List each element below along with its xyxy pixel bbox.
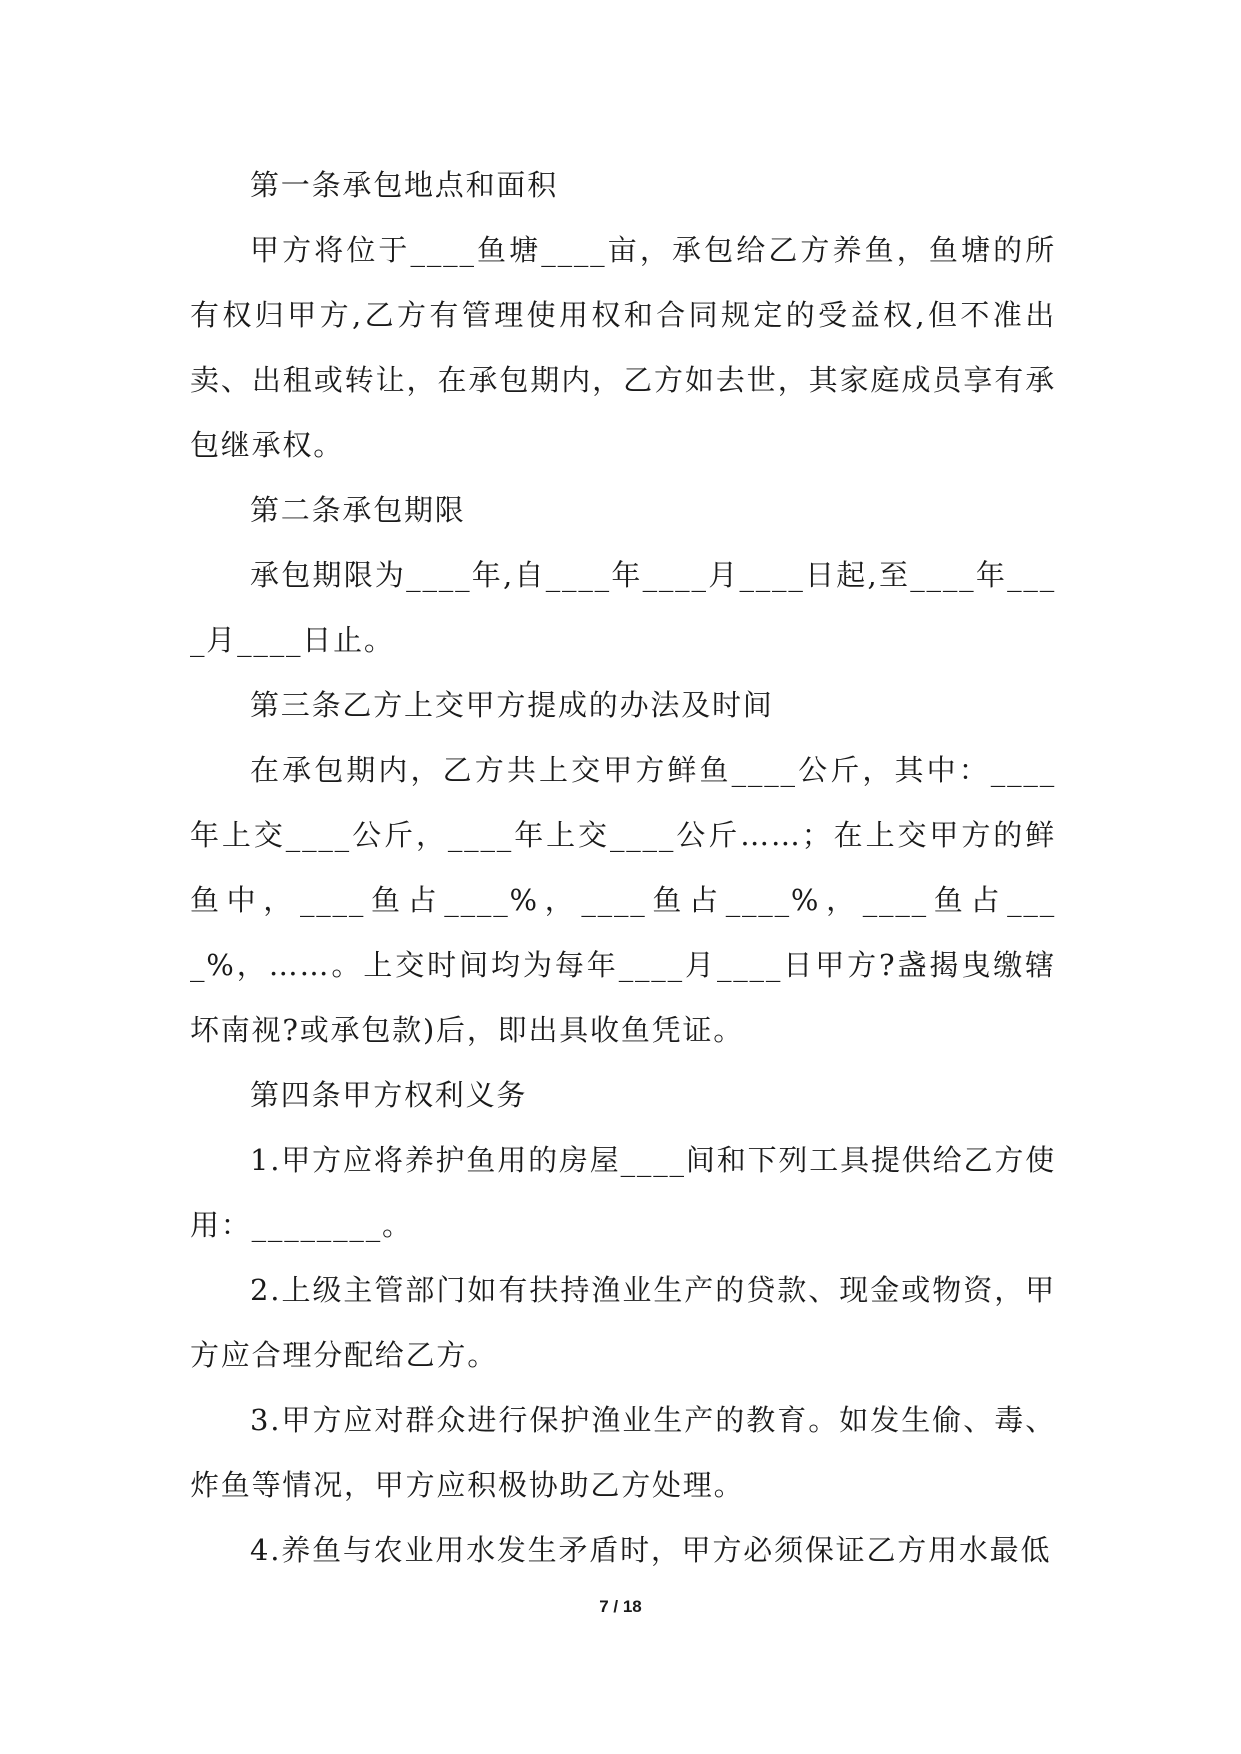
clause-1-heading: 第一条承包地点和面积 [250, 168, 559, 202]
page-number: 7 / 18 [599, 1597, 642, 1616]
clause-4-item-3: 3.甲方应对群众进行保护渔业生产的教育。如发生偷、毒、炸鱼等情况，甲方应积极协助乙方处理。 [190, 1403, 1056, 1502]
clause-2-heading: 第二条承包期限 [250, 493, 466, 527]
clause-4-item-1: 1.甲方应将养护鱼用的房屋____间和下列工具提供给乙方使用：________。 [190, 1143, 1056, 1242]
clause-3-text: 在承包期内，乙方共上交甲方鲜鱼____公斤，其中：____年上交____公斤，____年上交____公斤……；在上交甲方的鲜鱼中，____鱼占____%，____鱼占____%，____鱼占____%，……。上交时间均为每年____月____日甲方?盏揭曳缴辖坏南视?或承包款)后，即出具收鱼凭证。 [190, 753, 1056, 1047]
clause-4-item-2: 2.上级主管部门如有扶持渔业生产的贷款、现金或物资，甲方应合理分配给乙方。 [190, 1273, 1056, 1372]
clause-4-heading: 第四条甲方权利义务 [250, 1078, 528, 1112]
clause-2-text: 承包期限为____年,自____年____月____日起,至____年____月____日止。 [190, 558, 1056, 657]
clause-1-text: 甲方将位于____鱼塘____亩，承包给乙方养鱼，鱼塘的所有权归甲方,乙方有管理使用权和合同规定的受益权,但不准出卖、出租或转让，在承包期内，乙方如去世，其家庭成员享有承包继承权。 [190, 233, 1056, 462]
clause-3-heading: 第三条乙方上交甲方提成的办法及时间 [250, 688, 774, 722]
clause-4-item-4: 4.养鱼与农业用水发生矛盾时，甲方必须保证乙方用水最低 [250, 1533, 1052, 1567]
document-body [190, 153, 1056, 1583]
